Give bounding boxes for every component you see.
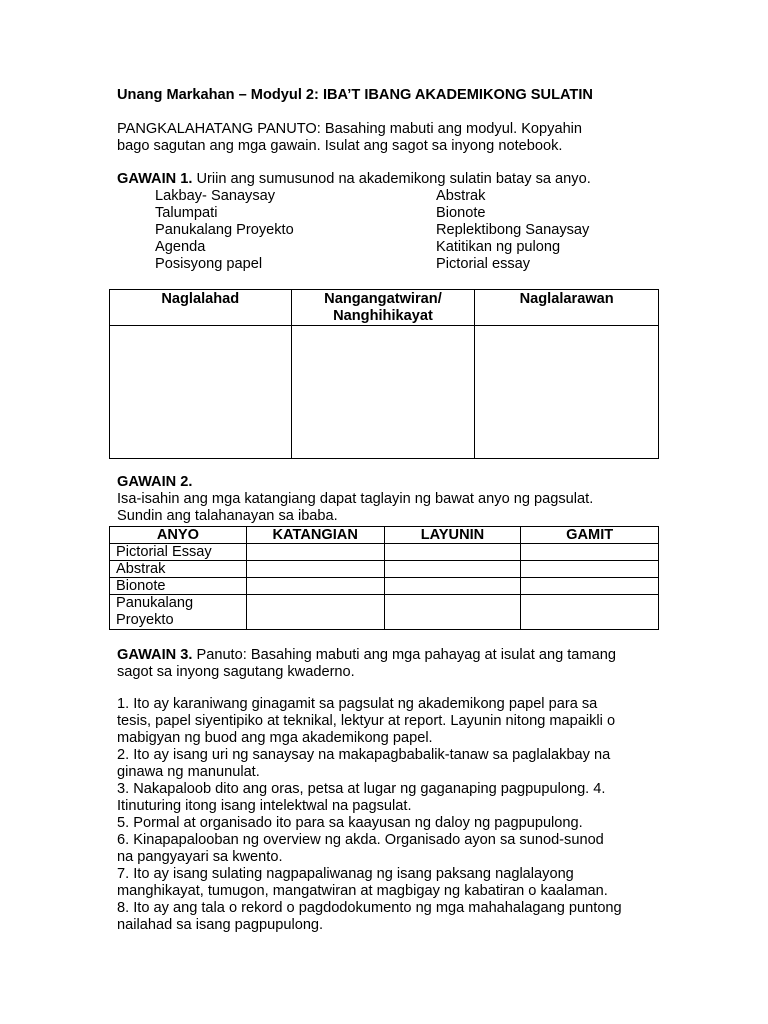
answer-cell[interactable] (110, 326, 292, 459)
list-item-right: Replektibong Sanaysay (436, 222, 590, 238)
table-row (110, 544, 659, 561)
gawain3-items (117, 696, 657, 934)
item-line: 3. Nakapaloob dito ang oras, petsa at lugar ng gaganaping pagpupulong. 4. (117, 781, 606, 797)
table-header-row (110, 527, 659, 544)
list-item-left: Posisyong papel (155, 256, 263, 272)
list-item (155, 239, 635, 256)
gawain1-item-list (155, 188, 635, 273)
answer-cell[interactable] (246, 578, 384, 595)
answer-cell[interactable] (521, 595, 659, 630)
answer-cell[interactable] (521, 578, 659, 595)
answer-cell[interactable] (521, 561, 659, 578)
list-item-right: Bionote (436, 205, 486, 221)
header-line-1: Nangangatwiran/ (324, 291, 442, 307)
answer-cell[interactable] (384, 544, 521, 561)
gawain2-table (109, 526, 659, 630)
table-header-naglalarawan: Naglalarawan (475, 290, 659, 326)
list-item-right: Katitikan ng pulong (436, 239, 561, 255)
table-header-naglalahad: Naglalahad (110, 290, 292, 326)
item-line: ginawa ng manunulat. (117, 764, 260, 780)
table-row (110, 561, 659, 578)
list-item-left: Lakbay- Sanaysay (155, 188, 276, 204)
gawain1-instruction: Uriin ang sumusunod na akademikong sulatin batay sa anyo. (192, 171, 591, 187)
gawain3-label: GAWAIN 3. (117, 647, 193, 663)
item-line: 6. Kinapapalooban ng overview ng akda. Organisado ayon sa sunod-sunod (117, 832, 604, 848)
answer-cell[interactable] (246, 561, 384, 578)
item-line: 5. Pormal at organisado ito para sa kaayusan ng daloy ng pagpupulong. (117, 815, 583, 831)
header-line-2: Nanghihikayat (333, 308, 433, 324)
gawain3-heading (117, 647, 616, 664)
general-instructions-line-2: bago sagutan ang mga gawain. Isulat ang sagot sa inyong notebook. (117, 138, 563, 154)
item-line: mabigyan ng buod ang mga akademikong papel. (117, 730, 433, 746)
anyo-line-1: Panukalang (116, 595, 194, 611)
anyo-cell (110, 595, 247, 630)
page-title: Unang Markahan – Modyul 2: IBA’T IBANG AKADEMIKONG SULATIN (117, 87, 593, 103)
anyo-cell: Bionote (110, 578, 247, 595)
answer-cell[interactable] (384, 595, 521, 630)
item-line: 1. Ito ay karaniwang ginagamit sa pagsulat ng akademikong papel para sa (117, 696, 598, 712)
list-item-left: Panukalang Proyekto (155, 222, 294, 238)
answer-cell[interactable] (384, 561, 521, 578)
gawain1-label: GAWAIN 1. (117, 171, 193, 187)
list-item (155, 256, 635, 273)
gawain3-instruction-line-1: Panuto: Basahing mabuti ang mga pahayag at isulat ang tamang (192, 647, 616, 663)
item-line: Itinuturing itong isang intelektwal na pagsulat. (117, 798, 412, 814)
list-item-right: Pictorial essay (436, 256, 531, 272)
answer-cell[interactable] (521, 544, 659, 561)
list-item-left: Agenda (155, 239, 206, 255)
table-header-nangangatwiran (291, 290, 475, 326)
table-header-katangian: KATANGIAN (246, 527, 384, 544)
anyo-line-2: Proyekto (116, 612, 174, 628)
item-line: 7. Ito ay isang sulating nagpapaliwanag ng isang paksang naglalayong (117, 866, 574, 882)
table-header-row (110, 290, 659, 326)
gawain3-instruction-line-2: sagot sa inyong sagutang kwaderno. (117, 664, 355, 680)
gawain1-classification-table (109, 289, 659, 459)
item-line: nailahad sa isang pagpupulong. (117, 917, 324, 933)
general-instructions-line-1: PANGKALAHATANG PANUTO: Basahing mabuti ang modyul. Kopyahin (117, 121, 583, 137)
item-line: na pangyayari sa kwento. (117, 849, 283, 865)
item-line: 8. Ito ay ang tala o rekord o pagdodokumento ng mga mahahalagang puntong (117, 900, 622, 916)
list-item-right: Abstrak (436, 188, 486, 204)
list-item (155, 188, 635, 205)
item-line: manghikayat, tumugon, mangatwiran at magbigay ng kabatiran o kaalaman. (117, 883, 608, 899)
answer-cell[interactable] (246, 544, 384, 561)
gawain2-label: GAWAIN 2. (117, 474, 193, 490)
table-header-gamit: GAMIT (521, 527, 659, 544)
gawain2-instruction-line-1: Isa-isahin ang mga katangiang dapat taglayin ng bawat anyo ng pagsulat. (117, 491, 594, 507)
answer-cell[interactable] (291, 326, 475, 459)
table-row (110, 578, 659, 595)
item-line: 2. Ito ay isang uri ng sanaysay na makapagbabalik-tanaw sa paglalakbay na (117, 747, 611, 763)
table-row (110, 595, 659, 630)
answer-cell[interactable] (384, 578, 521, 595)
gawain1-heading (117, 171, 591, 188)
table-header-layunin: LAYUNIN (384, 527, 521, 544)
gawain2-instruction-line-2: Sundin ang talahanayan sa ibaba. (117, 508, 338, 524)
anyo-cell: Abstrak (110, 561, 247, 578)
list-item-left: Talumpati (155, 205, 218, 221)
answer-cell[interactable] (246, 595, 384, 630)
anyo-cell: Pictorial Essay (110, 544, 247, 561)
table-header-anyo: ANYO (110, 527, 247, 544)
answer-cell[interactable] (475, 326, 659, 459)
list-item (155, 205, 635, 222)
table-row (110, 326, 659, 459)
list-item (155, 222, 635, 239)
item-line: tesis, papel siyentipiko at teknikal, lektyur at report. Layunin nitong mapaikli o (117, 713, 616, 729)
